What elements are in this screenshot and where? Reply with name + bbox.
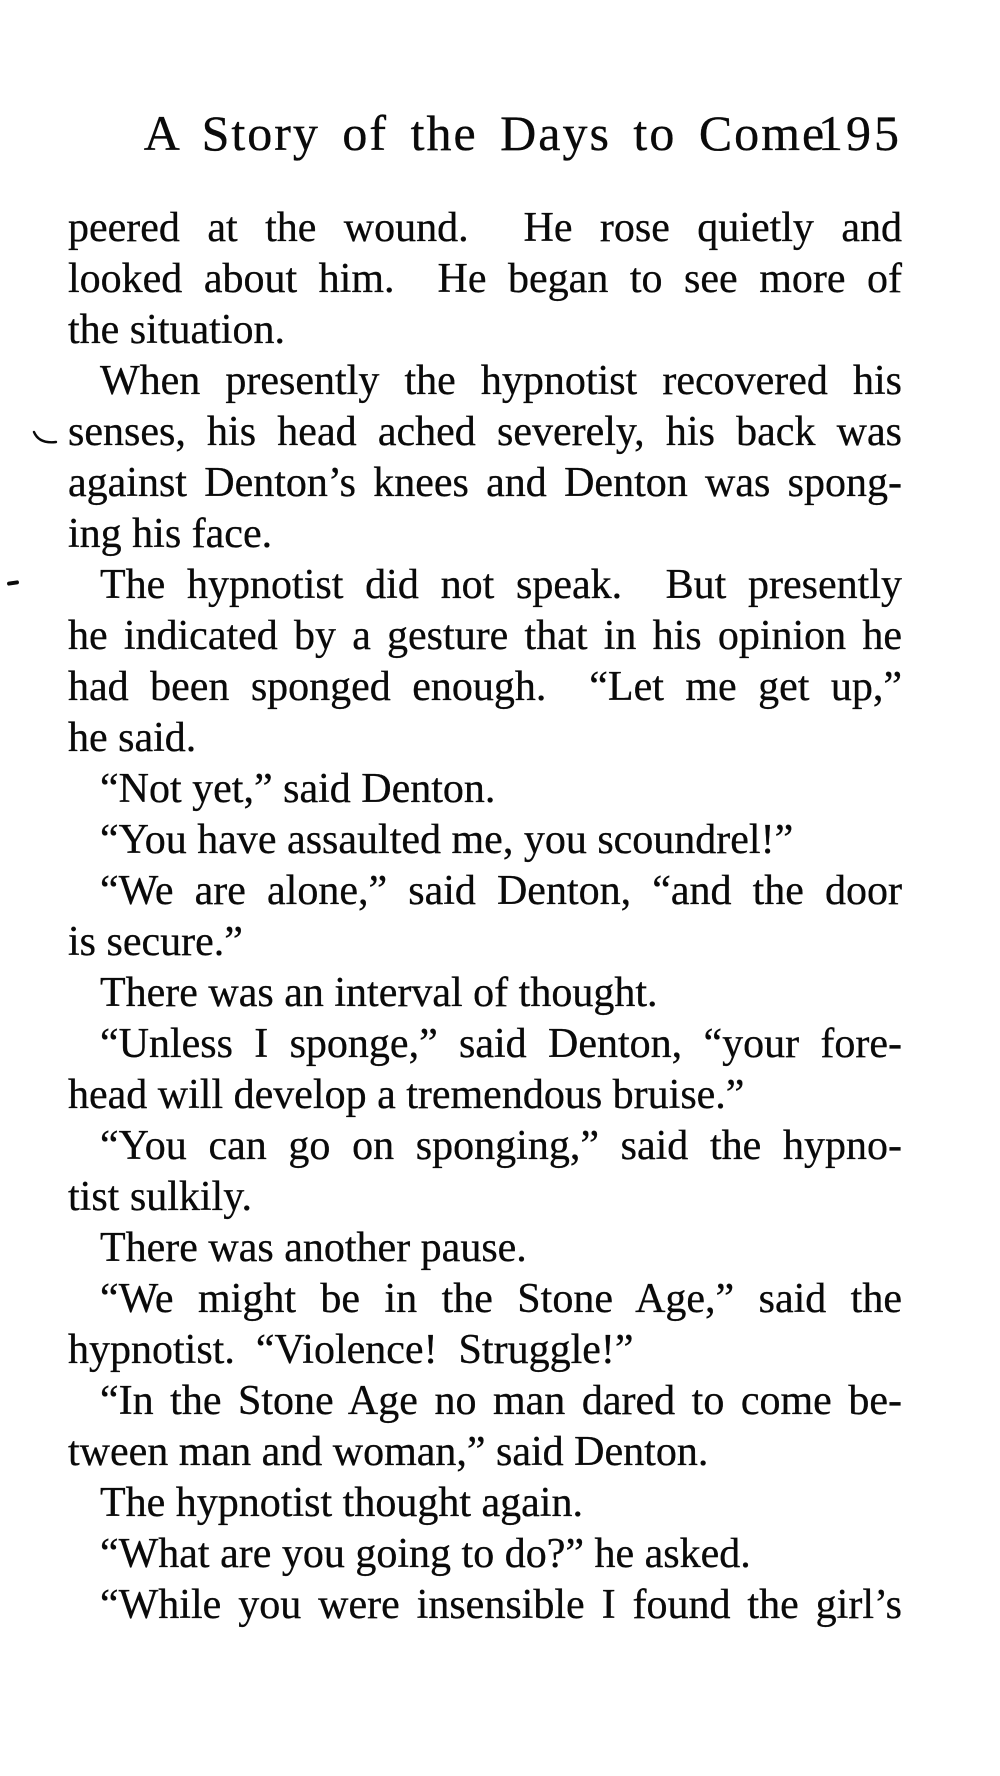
- text-line: The hypnotist thought again.: [100, 1480, 583, 1526]
- text-line: the situation.: [68, 307, 285, 353]
- text-line: senses, his head ached severely, his back was: [68, 409, 902, 455]
- page-body: [68, 203, 902, 1631]
- text-line: peered at the wound. He rose quietly and: [68, 205, 902, 251]
- text-line: against Denton’s knees and Denton was spong-: [68, 460, 902, 506]
- page-number: 195: [818, 105, 902, 161]
- text-line: “In the Stone Age no man dared to come be-: [100, 1378, 902, 1424]
- text-line: is secure.”: [68, 919, 243, 965]
- text-line: had been sponged enough. “Let me get up,”: [68, 664, 902, 710]
- text-line: tist sulkily.: [68, 1174, 252, 1220]
- text-line: tween man and woman,” said Denton.: [68, 1429, 709, 1475]
- text-line: “You can go on sponging,” said the hypno-: [100, 1123, 902, 1169]
- text-line: When presently the hypnotist recovered his: [100, 358, 902, 404]
- text-line: “Unless I sponge,” said Denton, “your fore-: [100, 1021, 902, 1067]
- text-line: “Not yet,” said Denton.: [100, 766, 496, 812]
- text-line: looked about him. He began to see more of: [68, 256, 902, 302]
- text-line: There was another pause.: [100, 1225, 527, 1271]
- scan-dash-mark: [7, 580, 19, 586]
- scan-squiggle-mark: [32, 430, 59, 448]
- text-line: ing his face.: [68, 511, 273, 557]
- text-line: he indicated by a gesture that in his opinion he: [68, 613, 902, 659]
- page-header: [68, 105, 902, 161]
- text-line: “We might be in the Stone Age,” said the: [100, 1276, 902, 1322]
- text-line: “While you were insensible I found the girl’s: [100, 1582, 902, 1628]
- text-line: There was an interval of thought.: [100, 970, 658, 1016]
- text-line: he said.: [68, 715, 197, 761]
- text-line: “What are you going to do?” he asked.: [100, 1531, 751, 1577]
- text-line: The hypnotist did not speak. But presently: [100, 562, 902, 608]
- running-title: A Story of the Days to Come: [143, 105, 827, 161]
- text-line: hypnotist. “Violence! Struggle!”: [68, 1327, 634, 1373]
- text-line: head will develop a tremendous bruise.”: [68, 1072, 745, 1118]
- text-line: “We are alone,” said Denton, “and the door: [100, 868, 902, 914]
- text-line: “You have assaulted me, you scoundrel!”: [100, 817, 794, 863]
